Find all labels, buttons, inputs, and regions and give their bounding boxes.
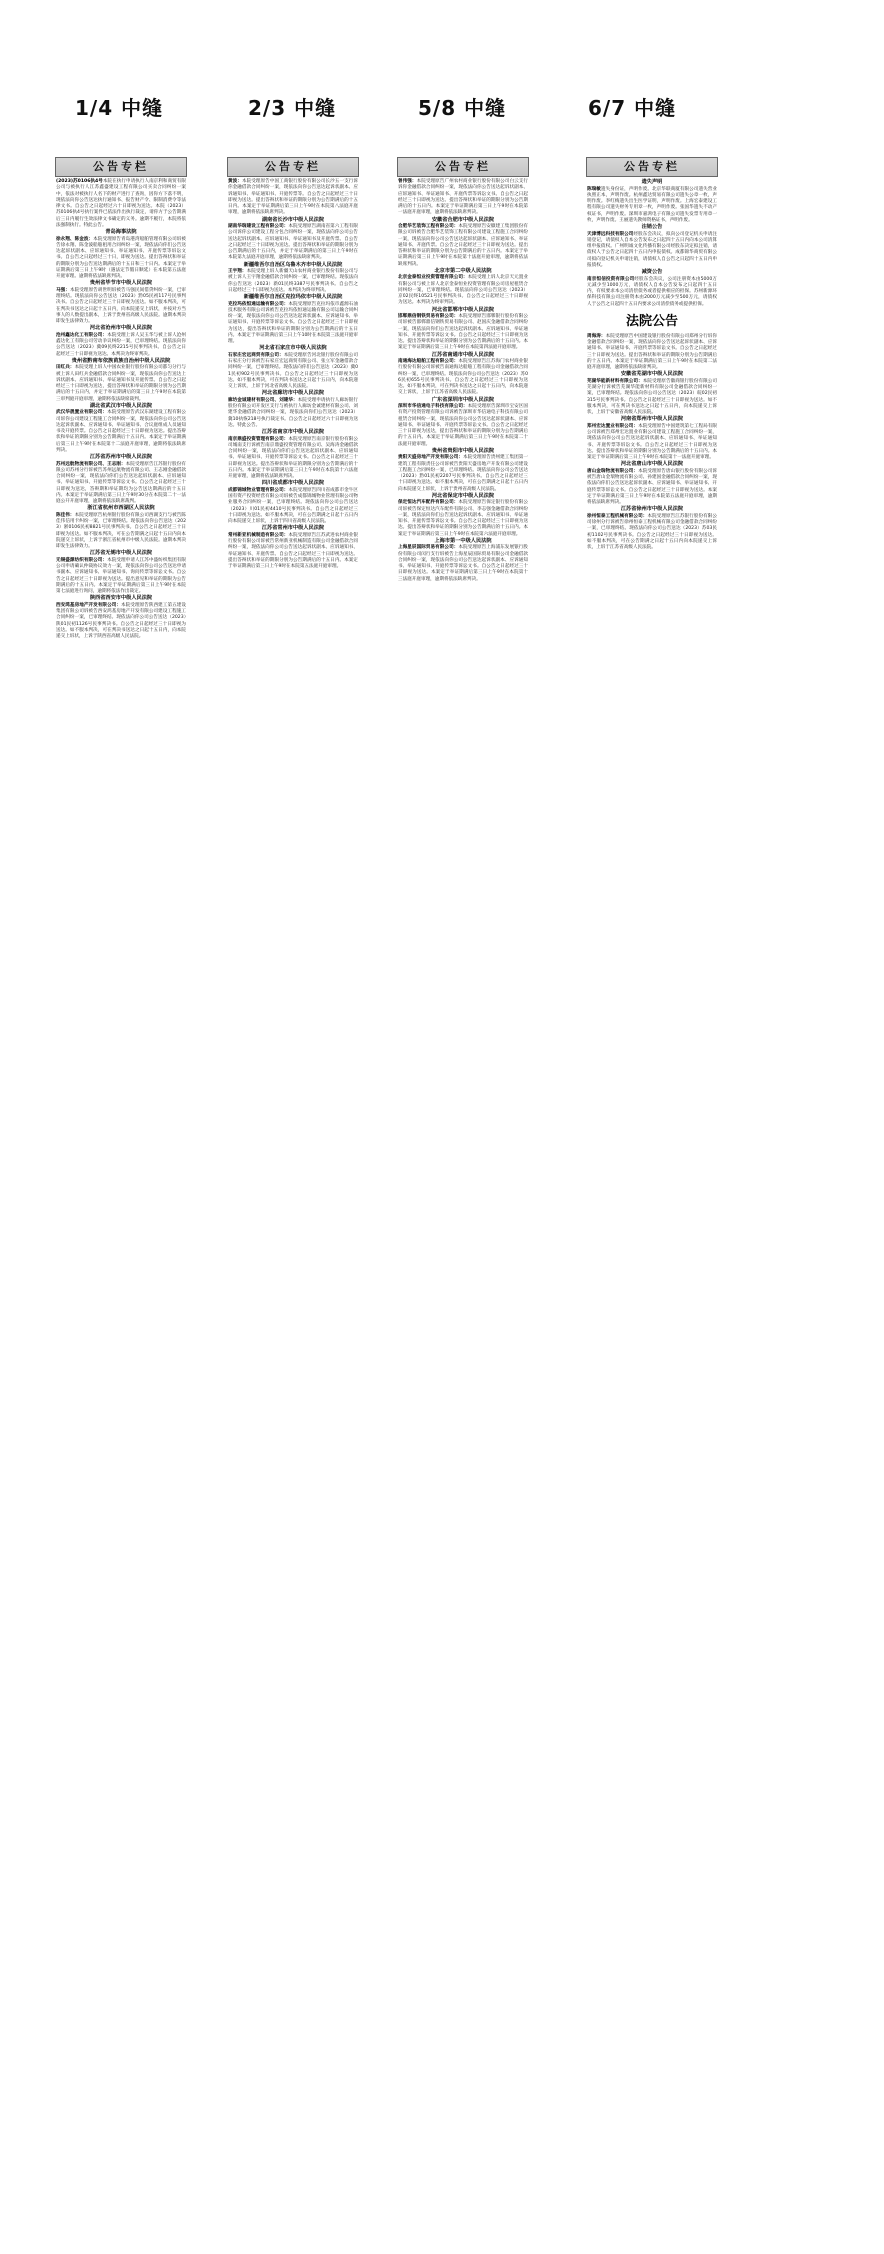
- notice-title: 石家庄宏远商贸有限公司：: [228, 352, 284, 358]
- notice-column-3: [397, 157, 529, 2237]
- notice-title: 西安鸿基房地产开发有限公司：: [56, 602, 122, 608]
- notice-item: [398, 275, 528, 306]
- notice-text: 本院受理原告湖南省第六工程有限公司诉你公司建设工程分包合同纠纷一案，现依法向你公司公告送达起诉状副本、应诉通知书、举证通知书及开庭传票。自公告之日起经过三十日即视为送达。提出答辩状和举证的期限分别为公告期满后的十五日内，并定于举证期满后的第三日上午9时在本院第九法庭开庭审理，逾期将依法缺席判决。: [228, 224, 358, 261]
- notice-title: 成都锦城物业管理有限公司：: [228, 487, 289, 493]
- notice-text: 本院受理原告上海浦东发展银行股份有限公司闵行支行诉被告上海星辰国际贸易有限公司金融借款合同纠纷一案，现依法向你公司公告送达起诉状副本、应诉通知书、举证通知书、开庭传票等诉讼文书。自公告之日起经过三十日即视为送达。本案定于举证期满后第三日上午9时在本院第十三法庭开庭审理，逾期将依法缺席判决。: [398, 545, 528, 582]
- notice-item: [228, 269, 358, 294]
- column-heading-6-7: 6/7 中缝: [588, 96, 677, 120]
- notice-item: [56, 513, 186, 551]
- notice-heading: 北京市第二中级人民法院: [434, 267, 492, 274]
- notice-title: 田红兵：: [56, 365, 75, 371]
- notice-item: [228, 179, 358, 217]
- notice-item: [587, 187, 717, 225]
- column-body: [586, 177, 718, 551]
- notice-heading: 江苏省常州市中级人民法院: [261, 525, 325, 532]
- notice-heading: 遗失声明: [641, 179, 663, 185]
- notice-heading: 江苏省徐州市中级人民法院: [620, 506, 684, 513]
- notice-text: 本院受理原告陕西建工第五建设集团有限公司诉被告西安鸿基房地产开发有限公司建设工程施工合同纠纷一案，已审理终结。现依法向你公司公告送达（2023）陕01民初1126号民事判决书。自公告之日起经过三十日即视为送达。如不服本判决，可在判决书送达之日起十五日内，向本院递交上诉状，上诉于陕西省高级人民法院。: [56, 602, 186, 639]
- notice-heading: 青岛海事法院: [105, 229, 137, 235]
- notice-title: 南京恒信投资有限公司: [587, 276, 635, 282]
- notice-item: [56, 365, 186, 403]
- notice-text: 本院受理原告贵州建工集团第一建筑工程有限责任公司诉被告贵阳天盛房地产开发有限公司建设工程施工合同纠纷一案，已审理终结。现依法向你公司公告送达（2023）黔01民初2207号民事判决书。自公告之日起经过三十日即视为送达。如不服本判决，可在公告期满之日起十五日内向本院递交上诉状，上诉于贵州省高级人民法院。: [398, 455, 528, 492]
- notice-item: [398, 455, 528, 493]
- notice-text: 本院受理原告唐山银行股份有限公司诉被告唐山金瑞物流有限公司、孙建国金融借款合同纠纷一案，现依法向你们公告送达起诉状副本、应诉通知书、举证通知书、开庭传票等诉讼文书。自公告之日起经过三十日即视为送达。本案定于举证期满后第三日上午9时在本院第五法庭开庭审理，逾期将依法缺席判决。: [587, 468, 717, 505]
- notice-heading: 江苏省苏州市中级人民法院: [89, 454, 153, 460]
- notice-text: 本院受理原告克拉玛依市鑫源石油技术服务有限公司诉被告克拉玛依恒通运输有限公司运输合同纠纷一案，现依法向你公司公告送达起诉状副本、应诉通知书、举证通知书、开庭传票等诉讼文书。自公告之日起经过三十日即视为送达，提出答辩状和举证的期限分别为公告期满后的十五日内。本案定于举证期满后第三日上午10时在本院第三法庭开庭审理。: [228, 301, 358, 344]
- notice-item: [587, 469, 717, 507]
- notice-title: 曾伟强：: [398, 179, 417, 184]
- notice-title: 深圳市华信通电子科技有限公司：: [398, 404, 468, 409]
- notice-item: [228, 398, 358, 429]
- notice-column-2: [227, 157, 359, 2237]
- notice-item: [228, 437, 358, 481]
- notice-text: 本院受理原告南京银行股份有限公司城南支行诉被告南京鼎盛投资管理有限公司、吴海涛金融借款合同纠纷一案，现依法向你们公告送达起诉状副本、应诉通知书、举证通知书、开庭传票等诉讼文书。自公告之日起经过三十日即视为送达。提出答辩状和举证的期限分别为公告期满后的十五日内。本案定于举证期满后第三日上午9时在本院第十六法庭开庭审理，逾期将依法缺席判决。: [228, 436, 358, 479]
- notice-title: 常州新亚机械制造有限公司：: [228, 532, 289, 538]
- column-heading-5-8: 5/8 中缝: [418, 96, 507, 120]
- notice-heading: 新疆维吾尔自治区克拉玛依市中级人民法院: [243, 294, 343, 300]
- notice-text: 本院受理原告邯郸银行股份有限公司诉被告邯郸鼎信钢铁贸易有限公司、赵国庆金融借款合同纠纷一案，现依法向你们公告送达起诉状副本、应诉通知书、举证通知书、开庭传票等诉讼文书。自公告之日起经过三十日即视为送达。提出答辩状和举证的期限分别为公告期满后的十五日内。本案定于举证期满后第三日上午9时在本院第四法庭开庭审理。: [398, 314, 528, 351]
- notice-title: 周海涛：: [587, 333, 606, 339]
- column-body: [397, 177, 529, 583]
- notice-title: 马强：: [56, 287, 70, 293]
- notice-heading: 河北省廊坊市中级人民法院: [261, 390, 325, 397]
- notice-heading: 湖南省长沙市中级人民法院: [261, 216, 325, 223]
- notice-item: [398, 404, 528, 448]
- notice-text: 本院受理原告中国建设银行股份有限公司郑州分行诉你金融借款合同纠纷一案，现依法向你公告送达起诉状副本、应诉通知书、举证通知书、开庭传票等诉讼文书。自公告之日起经过三十日即视为送达。提出答辩状和举证的期限分别为公告期满后的十五日内。本案定于举证期满后第三日上午9时在本院第二法庭开庭审理，逾期将依法缺席判决。: [587, 333, 717, 370]
- notice-title: 黄波：: [228, 179, 242, 184]
- column-body: [55, 177, 187, 640]
- notice-text: 遗失身份证，声明作废。北京华联商厦有限公司遗失营业执照正本，声明作废。杭州鑫达贸易有限公司遗失公章一枚，声明作废。李红梅遗失出生医学证明，声明作废。上海宏泰建设工程有限公司遗失财务专用章一枚，声明作废。张国华遗失不动产权证书，声明作废。深圳市嘉鸿电子有限公司遗失发票专用章一枚，声明作废。王丽遗失教师资格证书，声明作废。: [587, 186, 717, 223]
- notice-item: [398, 314, 528, 352]
- notice-title: 北京金泰恒业投资管理有限公司：: [398, 275, 468, 281]
- notice-item: [587, 334, 717, 372]
- notice-heading: 浙江省杭州市西湖区人民法院: [87, 505, 155, 512]
- notice-text: 本院受理申请执行人廊坊银行股份有限公司开发区支行与被执行人廊坊金诚建材有限公司、刘建华金融借款合同纠纷一案，现依法向你们公告送达（2023）冀10执恢218号执行裁定书。自公告之日起经过六十日即视为送达。特此公告。: [228, 397, 358, 428]
- notice-heading: 河南省郑州市中级人民法院: [620, 416, 684, 423]
- notice-column-4: [586, 157, 718, 2237]
- notice-title: 武汉华晟置业有限公司：: [56, 410, 108, 416]
- column-body: [227, 177, 359, 570]
- notice-heading: 陕西省西安市中级人民法院: [89, 595, 153, 602]
- notice-item: [587, 424, 717, 462]
- notice-heading: 江苏省南通市中级人民法院: [431, 351, 495, 358]
- notice-title: 徐州恒泰工程机械有限公司：: [587, 513, 648, 519]
- notice-text: 本院受理原告河北银行股份有限公司石家庄分行诉被告石家庄宏远商贸有限公司、张立军金融借款合同纠纷一案，已审理终结。现依法向你们公告送达（2023）冀01民初902号民事判决书。自公告之日起经过三十日即视为送达。如不服本判决，可在判决书送达之日起十五日内，向本院递交上诉状，上诉于河北省高级人民法院。: [228, 352, 358, 389]
- notice-item: [398, 224, 528, 268]
- notice-title: 徐永翔、陈金波：: [56, 236, 94, 242]
- notice-text: 本院受理原告江苏武进农村商业银行股份有限公司诉被告常州新亚机械制造有限公司金融借款合同纠纷一案，现依法向你公司公告送达起诉状副本、应诉通知书、举证通知书、开庭传票。自公告之日起经过三十日即视为送达。提出答辩状和举证的期限分别为公告期满后的十五日内。本案定于举证期满后第三日上午9时在本院第五法庭开庭审理。: [228, 532, 358, 569]
- notice-item: [56, 558, 186, 596]
- notice-title: 合肥华艺装饰工程有限公司：: [398, 224, 459, 229]
- notice-title: 南京鼎盛投资管理有限公司：: [228, 436, 289, 442]
- notice-item: [56, 410, 186, 454]
- notice-item: [228, 533, 358, 571]
- notice-heading: 河北省沧州市中级人民法院: [89, 325, 153, 332]
- notice-title: 保定恒达汽车配件有限公司：: [398, 500, 459, 506]
- column-banner: 公告专栏: [55, 157, 187, 177]
- notice-text: 本院受理原告广州农村商业银行股份有限公司白云支行诉你金融借款合同纠纷一案，现依法向你公告送达起诉状副本、应诉通知书、举证通知书、开庭传票等诉讼文书。自公告之日起经过三十日即视为送达。提出答辩状和举证的期限分别为公告期满后的十五日内。本案定于举证期满后第三日上午9时在本院第一法庭开庭审理，逾期将依法缺席判决。: [398, 179, 528, 216]
- notice-item: [228, 488, 358, 526]
- notice-heading: 河北省邯郸市中级人民法院: [431, 306, 495, 313]
- notice-title: 陈瑞敏: [587, 186, 601, 192]
- notice-title: 王宇翔：: [228, 269, 247, 274]
- notice-text: 本院受理原告徽商银行股份有限公司芜湖分行诉被告芜湖华能新材料有限公司金融借款合同纠纷一案，已审理终结。现依法向你公司公告送达（2023）皖02民初315号民事判决书。自公告之日起经过三十日即视为送达。如不服本判决，可在判决书送达之日起十五日内，向本院递交上诉状，上诉于安徽省高级人民法院。: [587, 378, 717, 415]
- section-heading: 法院公告: [625, 313, 678, 329]
- notice-title: 天津博远科技有限公司: [587, 231, 634, 237]
- notice-title: 芜湖华能新材料有限公司：: [587, 378, 643, 384]
- notice-title: 陈佳伟：: [56, 512, 75, 518]
- notice-text: 本院受理原告胡世明诉被告马强民间借贷纠纷一案，已审理终结。现依法向你公告送达（2023）黔05民初117号民事判决书。自公告之日起经过三十日即视为送达。如不服本判决，可在判决书送达之日起十五日内，向本院递交上诉状，并按对方当事人的人数提出副本，上诉于贵州省高级人民法院。逾期本判决即发生法律效力。: [56, 287, 186, 324]
- notice-text: 本院受理原告四川省成都市金牛区国有资产投资经营有限公司诉被告成都锦城物业管理有限公司物业服务合同纠纷一案，已审理终结。现依法向你公司公告送达（2023）川01民初4410号民事判决书。自公告之日起经过三十日即视为送达。如不服本判决，可在公告期满之日起十五日内向本院递交上诉状，上诉于四川省高级人民法院。: [228, 487, 358, 524]
- notice-text: 本院受理上诉人吴玉华与被上诉人沧州鑫达化工有限公司劳动争议纠纷一案，已审理终结。现依法向你公告送达（2023）冀09民终2215号民事判决书。自公告之日起经过三十日即视为送达。本判决为终审判决。: [56, 332, 186, 357]
- column-banner: 公告专栏: [227, 157, 359, 177]
- notice-item: [398, 179, 528, 217]
- notice-heading: 河北省唐山市中级人民法院: [620, 461, 684, 468]
- notice-title: 廊坊金诚建材有限公司、刘建华：: [228, 397, 298, 403]
- notice-column-1: [55, 157, 187, 2237]
- notice-item: [587, 277, 717, 308]
- column-banner: 公告专栏: [397, 157, 529, 177]
- notice-text: 本院受理原告中国建筑第七工程局有限公司诉被告郑州宏达置业有限公司建设工程施工合同纠纷一案，现依法向你公司公告送达起诉状副本、应诉通知书、举证通知书、开庭传票等诉讼文书。自公告之日起经过三十日即视为送达。提出答辩状和举证的期限分别为公告期满后的十五日内。本案定于举证期满后第三日上午9时在本院第十一法庭开庭审理。: [587, 423, 717, 460]
- notice-item: [587, 232, 717, 270]
- column-heading-1-4: 1/4 中缝: [75, 96, 164, 120]
- notice-title: 上海星辰国际贸易有限公司：: [398, 545, 459, 551]
- notice-title: 无锡盛源纺织有限公司：: [56, 557, 108, 563]
- notice-title: 唐山金瑞物流有限公司：: [587, 468, 639, 474]
- notice-heading: 注销公告: [641, 224, 663, 230]
- notice-item: [228, 302, 358, 346]
- notice-item: [587, 514, 717, 552]
- notice-item: [56, 603, 186, 641]
- notice-heading: 减资公告: [641, 269, 663, 275]
- notice-item: [56, 237, 186, 281]
- notice-heading: 江苏省南京市中级人民法院: [261, 429, 325, 435]
- notice-text: 本院受理原告深圳市宝安区国有资产投资管理有限公司诉被告深圳市华信通电子科技有限公司租赁合同纠纷一案，现依法向你公司公告送达起诉状副本、应诉通知书、举证通知书、开庭传票等诉讼文书。自公告之日起经过三十日即视为送达，提出答辩状和举证的期限分别为公告期满后的十五日内。本案定于举证期满后第三日上午9时在本院第二十法庭开庭审理。: [398, 404, 528, 447]
- notice-title: 沧州鑫达化工有限公司：: [56, 332, 108, 338]
- notice-heading: 河北省保定市中级人民法院: [431, 492, 495, 499]
- notice-heading: 上海市第一中级人民法院: [434, 537, 492, 544]
- notice-text: 本院受理上诉人新疆天山农村商业银行股份有限公司与被上诉人王宇翔金融借款合同纠纷一案，已审理终结。现依法向你公告送达（2023）新01民终3387号民事判决书。自公告之日起经过三十日即视为送达。本判决为终审判决。: [228, 269, 358, 293]
- notice-text: 本院受理原告青岛港湾船舶管理有限公司诉被告徐永翔、陈金波船舶租用合同纠纷一案，现依法向你们公告送达起诉状副本、应诉通知书、举证通知书、开庭传票等诉讼文书。自公告之日起经过三十日，即视为送达。提出答辩状和举证的期限分别为公告送达期满后的十五日和三十日内。本案定于举证期满后第三日上午9时（遇法定节假日顺延）在本院第五法庭开庭审理。逾期将依法缺席判决。: [56, 236, 186, 279]
- notice-item: [398, 359, 528, 397]
- notice-text: 本院受理原告安徽建工集团股份有限公司诉被告合肥华艺装饰工程有限公司建设工程施工合同纠纷一案，现依法向你公司公告送达起诉状副本、应诉通知书、举证通知书、开庭传票。自公告之日起经过三十日即视为送达。提出答辩状和举证的期限分别为公告期满后的十五日内。本案定于举证期满后第三日上午9时在本院第十法庭开庭审理，逾期将依法缺席判决。: [398, 224, 528, 267]
- notice-title: 克拉玛依恒通运输有限公司：: [228, 301, 289, 307]
- notice-heading: 广东省深圳市中级人民法院: [431, 396, 495, 403]
- notice-text: 本院受理原告江苏海门农村商业银行股份有限公司诉被告南通海达船舶工程有限公司金融借款合同纠纷一案，已审理终结。现依法向你公司公告送达（2023）苏06民初655号民事判决书。自公告之日起经过三十日即视为送达。如不服本判决，可在判决书送达之日起十五日内，向本院递交上诉状，上诉于江苏省高级人民法院。: [398, 359, 528, 396]
- notice-title: 邯郸鼎信钢铁贸易有限公司：: [398, 314, 459, 319]
- notice-heading: 贵州省黔南布依族苗族自治州中级人民法院: [71, 357, 171, 364]
- notice-heading: 江苏省无锡市中级人民法院: [89, 550, 153, 557]
- notice-title: 苏州远航物流有限公司、王志刚：: [56, 461, 126, 467]
- notice-title: 南通海达船舶工程有限公司：: [398, 359, 459, 364]
- notice-text: 本院受理申请人江苏中盛纺织集团有限公司申请确认仲裁协议效力一案，现依法向你公司公告送达申请书副本、应诉通知书、举证通知书、询问传票等诉讼文书。自公告之日起经过三十日即视为送达。提出意见和举证的期限为公告期满后的十五日内。本案定于举证期满后第三日上午9时在本院第七法庭进行询问，逾期将依法作出裁定。: [56, 557, 186, 594]
- notice-text: 经股东会决议，公司注册资本由5000万元减少至1000万元，请债权人自本公告发布之日起四十五日内，有权要求本公司清偿债务或者提供相应的担保。苏州新源环保科技有限公司注册资本由2000万元减少至500万元，请债权人于公告之日起四十五日内要求公司清偿债务或提供担保。: [587, 276, 717, 307]
- notice-heading: 河北省石家庄市中级人民法院: [259, 345, 327, 352]
- notice-heading: 四川省成都市中级人民法院: [261, 480, 325, 487]
- notice-heading: 安徽省芜湖市中级人民法院: [620, 371, 684, 378]
- notice-title: 贵阳天盛房地产开发有限公司：: [398, 455, 464, 461]
- notice-item: [56, 333, 186, 358]
- notice-item: [587, 379, 717, 417]
- notice-text: 本院受理原告武汉东湖建设工程有限公司诉你公司建设工程施工合同纠纷一案，现依法向你公司公告送达起诉状副本、应诉通知书、举证通知书、合议庭组成人员通知书及开庭传票。自公告之日起经过三十日即视为送达。提出答辩状和举证的期限分别为公告期满后十五日内。本案定于举证期满后第三日上午9时在本院第十二法庭开庭审理，逾期将依法缺席判决。: [56, 410, 186, 453]
- notice-title: 湖南华瑞建设工程有限公司：: [228, 224, 289, 229]
- notice-heading: 湖北省武汉市中级人民法院: [89, 402, 153, 409]
- notice-item: [56, 462, 186, 506]
- notice-heading: 贵州省毕节市中级人民法院: [89, 280, 153, 287]
- notice-text: 本院受理原告杭州银行股份有限公司西湖支行与被告陈佳伟信用卡纠纷一案，已审理终结。现依法向你公告送达（2023）浙0106民初8821号民事判决书。自公告之日起经过三十日即视为送达。如不服本判决，可在公告期满之日起十五日内向本院递交上诉状，上诉于浙江省杭州市中级人民法院。逾期本判决即发生法律效力。: [56, 512, 186, 549]
- notice-text: 经股东会决议，拟向公司登记机关申请注销登记，请债权人自本公告发布之日起四十五日内向本公司清算组申报债权。广州明诚文化传播有限公司经股东决定拟注销，请债权人于公告之日起四十五日内申报债权。成都锦华商贸有限公司拟向登记机关申请注销，请债权人自公告之日起四十五日内申报债权。: [587, 231, 717, 268]
- notice-item: [56, 179, 186, 229]
- notice-text: 本院受理上诉人中国农业银行股份有限公司都匀分行与被上诉人田红兵金融借款合同纠纷一案，现依法向你公告送达上诉状副本、应诉通知书、举证通知书及开庭传票。自公告之日起经过三十日即视为送达，提出答辩状和举证的期限分别为公告期满后的十五日内，并定于举证期满后的第三日上午9时在本院第三审判庭开庭审理，逾期将依法缺席裁判。: [56, 365, 186, 402]
- notice-item: [398, 500, 528, 538]
- notice-title: (2023)苏0106执4号: [56, 179, 103, 184]
- notice-title: 郑州宏达置业有限公司：: [587, 423, 639, 429]
- notice-item: [56, 288, 186, 326]
- notice-text: 本院受理原告江苏银行股份有限公司徐州分行诉被告徐州恒泰工程机械有限公司金融借款合同纠纷一案，已审理终结。现依法向你公司公告送达（2023）苏03民初1102号民事判决书。自公告之日起经过三十日即视为送达。如不服本判决，可在公告期满之日起十五日内向本院递交上诉状，上诉于江苏省高级人民法院。: [587, 513, 717, 550]
- column-banner: 公告专栏: [586, 157, 718, 177]
- column-heading-2-3: 2/3 中缝: [248, 96, 337, 120]
- notice-text: 本院受理原告保定银行股份有限公司诉被告保定恒达汽车配件有限公司、李志强金融借款合同纠纷一案，现依法向你们公告送达起诉状副本、应诉通知书、举证通知书、开庭传票等诉讼文书。自公告之日起经过三十日即视为送达。提出答辩状和举证的期限分别为公告期满后的十五日内。本案定于举证期满后第三日上午9时在本院第六法庭开庭审理。: [398, 500, 528, 537]
- notice-text: 本院受理原告江苏银行股份有限公司苏州分行诉被告苏州远航物流有限公司、王志刚金融借款合同纠纷一案，现依法向你们公告送达起诉状副本、应诉通知书、举证通知书、开庭传票等诉讼文书。自公告之日起经过三十日即视为送达，答辩期和举证期均为公告送达期满后的十五日内。本案定于举证期满后第三日上午9时30分在本院第二十一法庭公开开庭审理，逾期将依法缺席裁判。: [56, 461, 186, 504]
- notice-item: [228, 353, 358, 391]
- notice-item: [228, 224, 358, 262]
- notice-text: 本院受理原告中国工商银行股份有限公司长沙五一支行诉你金融借款合同纠纷一案，现依法向你公告送达起诉状副本、应诉通知书、举证通知书、开庭传票等。自公告之日起经过三十日即视为送达。提出答辩状和举证的期限分别为公告期满后的十五日内。本案定于举证期满后第三日上午9时在本院第八法庭开庭审理，逾期将依法缺席判决。: [228, 179, 358, 216]
- notice-heading: 安徽省合肥市中级人民法院: [431, 216, 495, 223]
- notice-item: [398, 545, 528, 583]
- notice-text: 本院在执行申请执行人南京利和商贸有限公司与被执行人江苏鑫盛建设工程有限公司买卖合同纠纷一案中，依法对被执行人名下的财产进行了查询，因你方下落不明，现依法向你公告送达执行通知书、报告财产令、限制消费令等法律文书。自公告之日起经过六十日即视为送达。本院（2023）苏0106执4号执行案件已依法作出执行裁定，请你方于公告期满后三日内履行生效法律文书确定的义务。逾期不履行，本院将依法强制执行。特此公告。: [56, 179, 186, 228]
- notice-text: 本院受理上诉人北京天元置业有限公司与被上诉人北京金泰恒业投资管理有限公司房屋租赁合同纠纷一案，已审理终结。现依法向你公司公告送达（2023）京02民终10521号民事判决书。自公告之日起经过三十日即视为送达。本判决为终审判决。: [398, 275, 528, 306]
- notice-heading: 贵州省贵阳市中级人民法院: [431, 447, 495, 454]
- notice-heading: 新疆维吾尔自治区乌鲁木齐市中级人民法院: [243, 261, 343, 268]
